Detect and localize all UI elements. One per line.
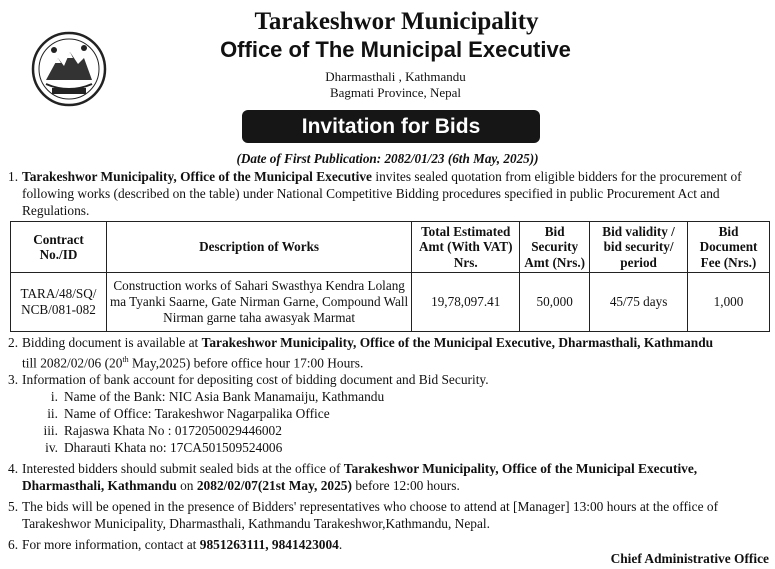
list-item-text: Name of the Bank: NIC Asia Bank Manamaiju, Kathmandu: [64, 389, 385, 404]
paragraph-2-text: Bidding document is available at: [22, 335, 202, 350]
paragraph-4: [8, 460, 770, 494]
cell-description: Construction works of Sahari Swasthya Kendra Lolang ma Tyanki Saarne, Gate Nirman Garne, Compound Wall Nirman garne taha awasyak Marmat: [106, 273, 411, 332]
list-marker: i.: [50, 389, 58, 404]
list-item-text: Name of Office: Tarakeshwor Nagarpalika Office: [64, 406, 330, 421]
cell-security: 50,000: [520, 273, 590, 332]
paragraph-5-text: The bids will be opened in the presence of Bidders' representatives who choose to attend at [Manager] 13:00 hours at the office of Tarakeshwor Municipality, Dharmasthali, Kathmandu Tarakeshwor,Kathmandu, Nepal.: [22, 499, 719, 532]
submission-date: 2082/02/07(21st May, 2025): [196, 478, 352, 494]
paragraph-number: 6.: [8, 537, 19, 552]
paragraph-number: 5.: [8, 499, 19, 514]
document-location: Tarakeshwor Municipality, Office of the Municipal Executive, Dharmasthali, Kathmandu: [201, 335, 714, 350]
paragraph-5: [8, 498, 770, 532]
list-marker: iii.: [43, 423, 58, 438]
ordinal-suffix: th: [122, 355, 129, 365]
col-header-estimate: Total Estimated Amt (With VAT) Nrs.: [412, 222, 520, 273]
list-item-text: Dharauti Khata no: 17CA501509524006: [64, 440, 283, 455]
col-header-validity: Bid validity / bid security/ period: [590, 222, 688, 273]
cell-fee: 1,000: [688, 273, 770, 332]
list-marker: ii.: [47, 406, 58, 421]
paragraph-number: 3.: [8, 372, 19, 387]
list-item-text: Rajaswa Khata No : 0172050029446002: [64, 423, 282, 438]
paragraph-2: [8, 334, 770, 372]
municipality-name: Tarakeshwor Municipality: [254, 8, 539, 35]
letterhead: [0, 8, 775, 101]
submission-location: Dharmasthali, Kathmandu: [22, 478, 177, 494]
address-line-2: Bagmati Province, Nepal: [329, 85, 462, 100]
submission-time: before 12:00 hours.: [351, 478, 460, 494]
paragraph-number: 2.: [8, 335, 19, 350]
col-header-security: Bid Security Amt (Nrs.): [520, 222, 590, 273]
paragraph-1: [8, 168, 770, 220]
list-item: [30, 388, 730, 405]
paragraph-3: [8, 371, 770, 388]
address-line-1: Dharmasthali , Kathmandu: [325, 69, 466, 84]
contact-numbers: 9851263111, 9841423004: [199, 537, 339, 552]
paragraph-6-end: .: [338, 537, 343, 552]
deadline-text-end: May,2025) before office hour 17:00 Hours.: [128, 355, 364, 371]
bank-info-list: [30, 388, 730, 456]
paragraph-number: 1.: [8, 169, 19, 184]
submission-office: Tarakeshwor Municipality, Office of the Municipal Executive,: [343, 461, 698, 476]
paragraph-6-text: For more information, contact at: [22, 537, 200, 552]
deadline-text: till 2082/02/06 (20: [22, 355, 123, 371]
bids-table: [10, 221, 770, 332]
publication-date: (Date of First Publication: 2082/01/23 (6th May, 2025)): [236, 151, 539, 166]
paragraph-4-mid: on: [176, 478, 197, 494]
list-item: [30, 439, 730, 456]
cell-contract: TARA/48/SQ/ NCB/081-082: [11, 273, 107, 332]
list-item: [30, 405, 730, 422]
col-header-contract: Contract No./ID: [11, 222, 107, 273]
paragraph-1-text: invites sealed quotation from eligible bidders for the procurement of following works (described on the table) under National Competitive Bidding procedures specified in public Procurement Act and Regulations.: [22, 169, 742, 219]
paragraph-3-text: Information of bank account for depositing cost of bidding document and Bid Security.: [22, 372, 489, 387]
paragraph-4-text: Interested bidders should submit sealed bids at the office of: [22, 461, 344, 476]
cell-validity: 45/75 days: [590, 273, 688, 332]
paragraph-number: 4.: [8, 461, 19, 476]
table-row: [11, 273, 770, 332]
table-header-row: [11, 222, 770, 273]
list-item: [30, 422, 730, 439]
office-name: Office of The Municipal Executive: [220, 37, 571, 62]
issuer-name: Tarakeshwor Municipality, Office of the Municipal Executive: [22, 169, 373, 184]
col-header-description: Description of Works: [106, 222, 411, 273]
col-header-fee: Bid Document Fee (Nrs.): [688, 222, 770, 273]
signature-office: Chief Administrative Office: [610, 551, 769, 566]
list-marker: iv.: [45, 440, 58, 455]
notice-title-banner: Invitation for Bids: [242, 110, 540, 143]
cell-estimate: 19,78,097.41: [412, 273, 520, 332]
